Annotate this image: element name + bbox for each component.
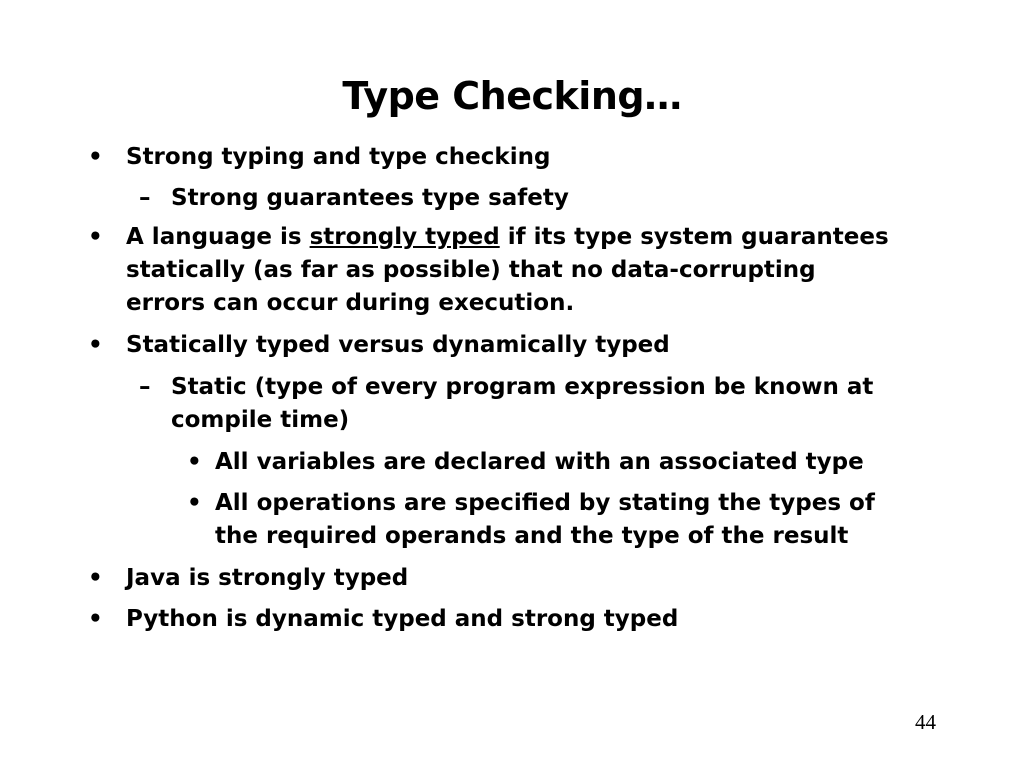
bullet-icon: • (187, 490, 202, 516)
sub-bullet-3-1-line-1: Static (type of every program expression be known at (171, 374, 874, 400)
bullet-2-text-before: A language is (126, 224, 310, 250)
dash-icon: – (139, 185, 151, 211)
bullet-3-text: Statically typed versus dynamically typed (126, 332, 670, 358)
bullet-icon: • (187, 449, 202, 475)
dash-icon: – (139, 374, 151, 400)
bullet-4-text: Java is strongly typed (126, 565, 409, 591)
page-number: 44 (915, 710, 936, 734)
strongly-typed-term: strongly typed (309, 224, 500, 250)
sub-sub-bullet-3-1-1-text: All variables are declared with an associated type (215, 449, 864, 475)
bullet-1-text: Strong typing and type checking (126, 144, 551, 170)
slide-title: Type Checking… (342, 74, 682, 118)
bullet-icon: • (88, 144, 103, 170)
sub-sub-bullet-3-1-2-line-2: the required operands and the type of the result (215, 523, 849, 549)
sub-bullet-1-1-text: Strong guarantees type safety (171, 185, 569, 211)
bullet-icon: • (88, 332, 103, 358)
sub-sub-bullet-3-1-2-line-1: All operations are specified by stating the types of (215, 490, 875, 516)
bullet-2-text-after: if its type system guarantees (499, 224, 889, 250)
bullet-2-line-1 (126, 221, 889, 254)
bullet-icon: • (88, 224, 103, 250)
sub-bullet-3-1-line-2: compile time) (171, 407, 350, 433)
bullet-5-text: Python is dynamic typed and strong typed (126, 606, 679, 632)
bullet-2-line-3: errors can occur during execution. (126, 290, 575, 316)
bullet-2-line-2: statically (as far as possible) that no data-corrupting (126, 257, 816, 283)
bullet-icon: • (88, 606, 103, 632)
bullet-icon: • (88, 565, 103, 591)
